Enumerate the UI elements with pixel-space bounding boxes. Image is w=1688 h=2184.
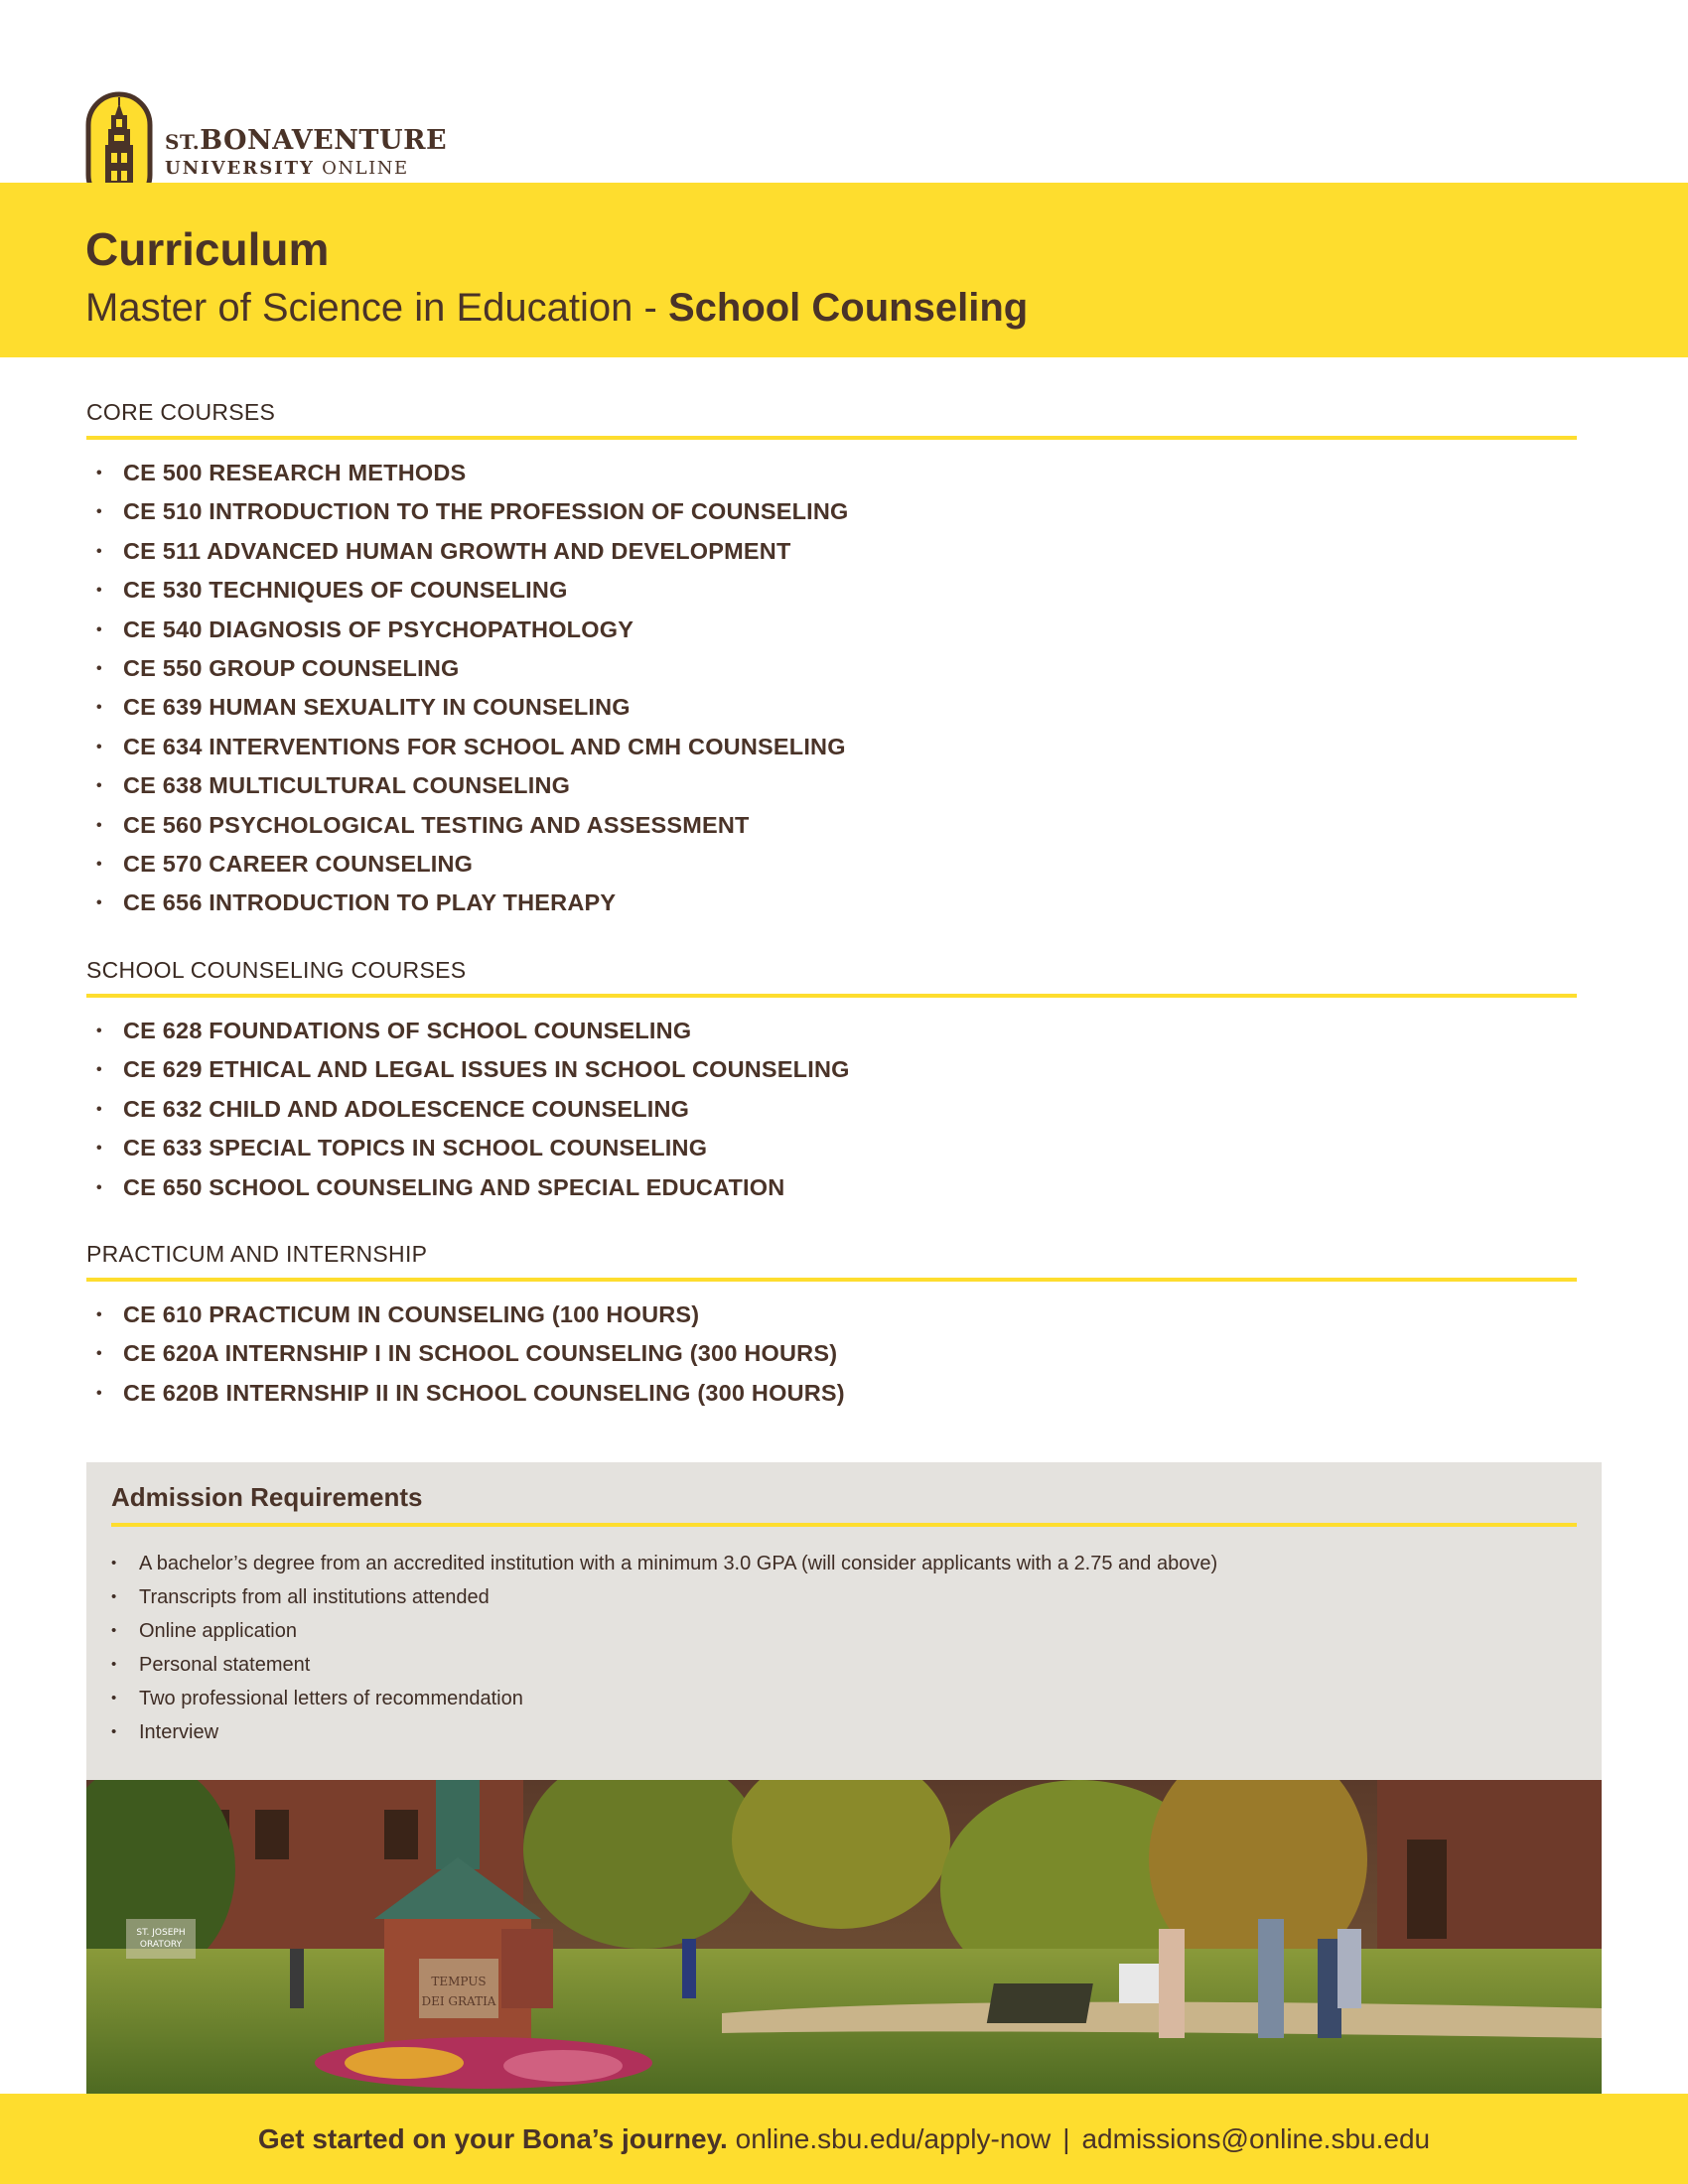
section-heading: SCHOOL COUNSELING COURSES bbox=[86, 957, 1577, 998]
requirement-item: • Personal statement bbox=[111, 1648, 1217, 1682]
section-heading: CORE COURSES bbox=[86, 399, 1577, 440]
oratory-sign-line2: ORATORY bbox=[139, 1940, 183, 1950]
course-item: • CE 511 ADVANCED HUMAN GROWTH AND DEVELOPMENT bbox=[86, 532, 1577, 571]
footer-band bbox=[0, 2094, 1688, 2184]
course-item: • CE 550 GROUP COUNSELING bbox=[86, 649, 1577, 688]
page-subtitle: Master of Science in Education - School Counseling bbox=[85, 286, 1029, 330]
course-item: • CE 570 CAREER COUNSELING bbox=[86, 845, 1577, 884]
requirement-item: • Online application bbox=[111, 1614, 1217, 1648]
course-item: • CE 629 ETHICAL AND LEGAL ISSUES IN SCHOOL COUNSELING bbox=[86, 1050, 1577, 1089]
school-counseling-section bbox=[86, 957, 1577, 1207]
admission-requirements-panel bbox=[86, 1462, 1602, 1780]
footer-cta bbox=[0, 2094, 1688, 2184]
admission-heading: Admission Requirements bbox=[111, 1482, 1577, 1527]
course-item: • CE 633 SPECIAL TOPICS IN SCHOOL COUNSELING bbox=[86, 1129, 1577, 1167]
course-item: • CE 639 HUMAN SEXUALITY IN COUNSELING bbox=[86, 688, 1577, 727]
requirement-item: • Transcripts from all institutions attended bbox=[111, 1580, 1217, 1614]
logo-wordmark: ST.BONAVENTURE bbox=[165, 125, 448, 156]
requirement-item: • Two professional letters of recommendation bbox=[111, 1682, 1217, 1715]
footer-separator: | bbox=[1062, 2123, 1070, 2154]
course-item: • CE 500 RESEARCH METHODS bbox=[86, 454, 1577, 492]
course-list bbox=[86, 454, 1577, 923]
monument-inscription-1: TEMPUS bbox=[431, 1975, 487, 1988]
course-item: • CE 650 SCHOOL COUNSELING AND SPECIAL EDUCATION bbox=[86, 1168, 1577, 1207]
requirement-item: • Interview bbox=[111, 1715, 1217, 1749]
course-item: • CE 638 MULTICULTURAL COUNSELING bbox=[86, 766, 1577, 805]
course-item: • CE 540 DIAGNOSIS OF PSYCHOPATHOLOGY bbox=[86, 611, 1577, 649]
admission-list bbox=[111, 1547, 1217, 1749]
course-list bbox=[86, 1296, 1577, 1413]
requirement-item: • A bachelor’s degree from an accredited institution with a minimum 3.0 GPA (will consider applicants with a 2.75 and above) bbox=[111, 1547, 1217, 1580]
practicum-internship-section bbox=[86, 1241, 1577, 1413]
program-name: School Counseling bbox=[667, 286, 1029, 330]
footer-lead: Get started on your Bona’s journey. bbox=[257, 2123, 728, 2154]
course-item: • CE 620B INTERNSHIP II IN SCHOOL COUNSELING (300 HOURS) bbox=[86, 1374, 1577, 1413]
monument-inscription-2: DEI GRATIA bbox=[421, 1994, 496, 2008]
course-item: • CE 530 TECHNIQUES OF COUNSELING bbox=[86, 571, 1577, 610]
header-band bbox=[0, 183, 1688, 357]
course-item: • CE 620A INTERNSHIP I IN SCHOOL COUNSELING (300 HOURS) bbox=[86, 1334, 1577, 1373]
core-courses-section bbox=[86, 399, 1577, 923]
page-title: Curriculum bbox=[85, 223, 330, 275]
course-item: • CE 560 PSYCHOLOGICAL TESTING AND ASSESSMENT bbox=[86, 806, 1577, 845]
oratory-sign-line1: ST. JOSEPH bbox=[136, 1928, 186, 1938]
apply-link[interactable]: online.sbu.edu/apply-now bbox=[735, 2123, 1052, 2154]
course-item: • CE 610 PRACTICUM IN COUNSELING (100 HOURS) bbox=[86, 1296, 1577, 1334]
course-item: • CE 656 INTRODUCTION TO PLAY THERAPY bbox=[86, 884, 1577, 922]
course-item: • CE 632 CHILD AND ADOLESCENCE COUNSELING bbox=[86, 1090, 1577, 1129]
course-list bbox=[86, 1012, 1577, 1207]
campus-photo bbox=[86, 1780, 1602, 2094]
course-item: • CE 634 INTERVENTIONS FOR SCHOOL AND CMH COUNSELING bbox=[86, 728, 1577, 766]
logo-subline: UNIVERSITY ONLINE bbox=[165, 158, 409, 179]
course-item: • CE 628 FOUNDATIONS OF SCHOOL COUNSELING bbox=[86, 1012, 1577, 1050]
course-item: • CE 510 INTRODUCTION TO THE PROFESSION OF COUNSELING bbox=[86, 492, 1577, 531]
admissions-email-link[interactable]: admissions@online.sbu.edu bbox=[1081, 2123, 1431, 2154]
section-heading: PRACTICUM AND INTERNSHIP bbox=[86, 1241, 1577, 1282]
